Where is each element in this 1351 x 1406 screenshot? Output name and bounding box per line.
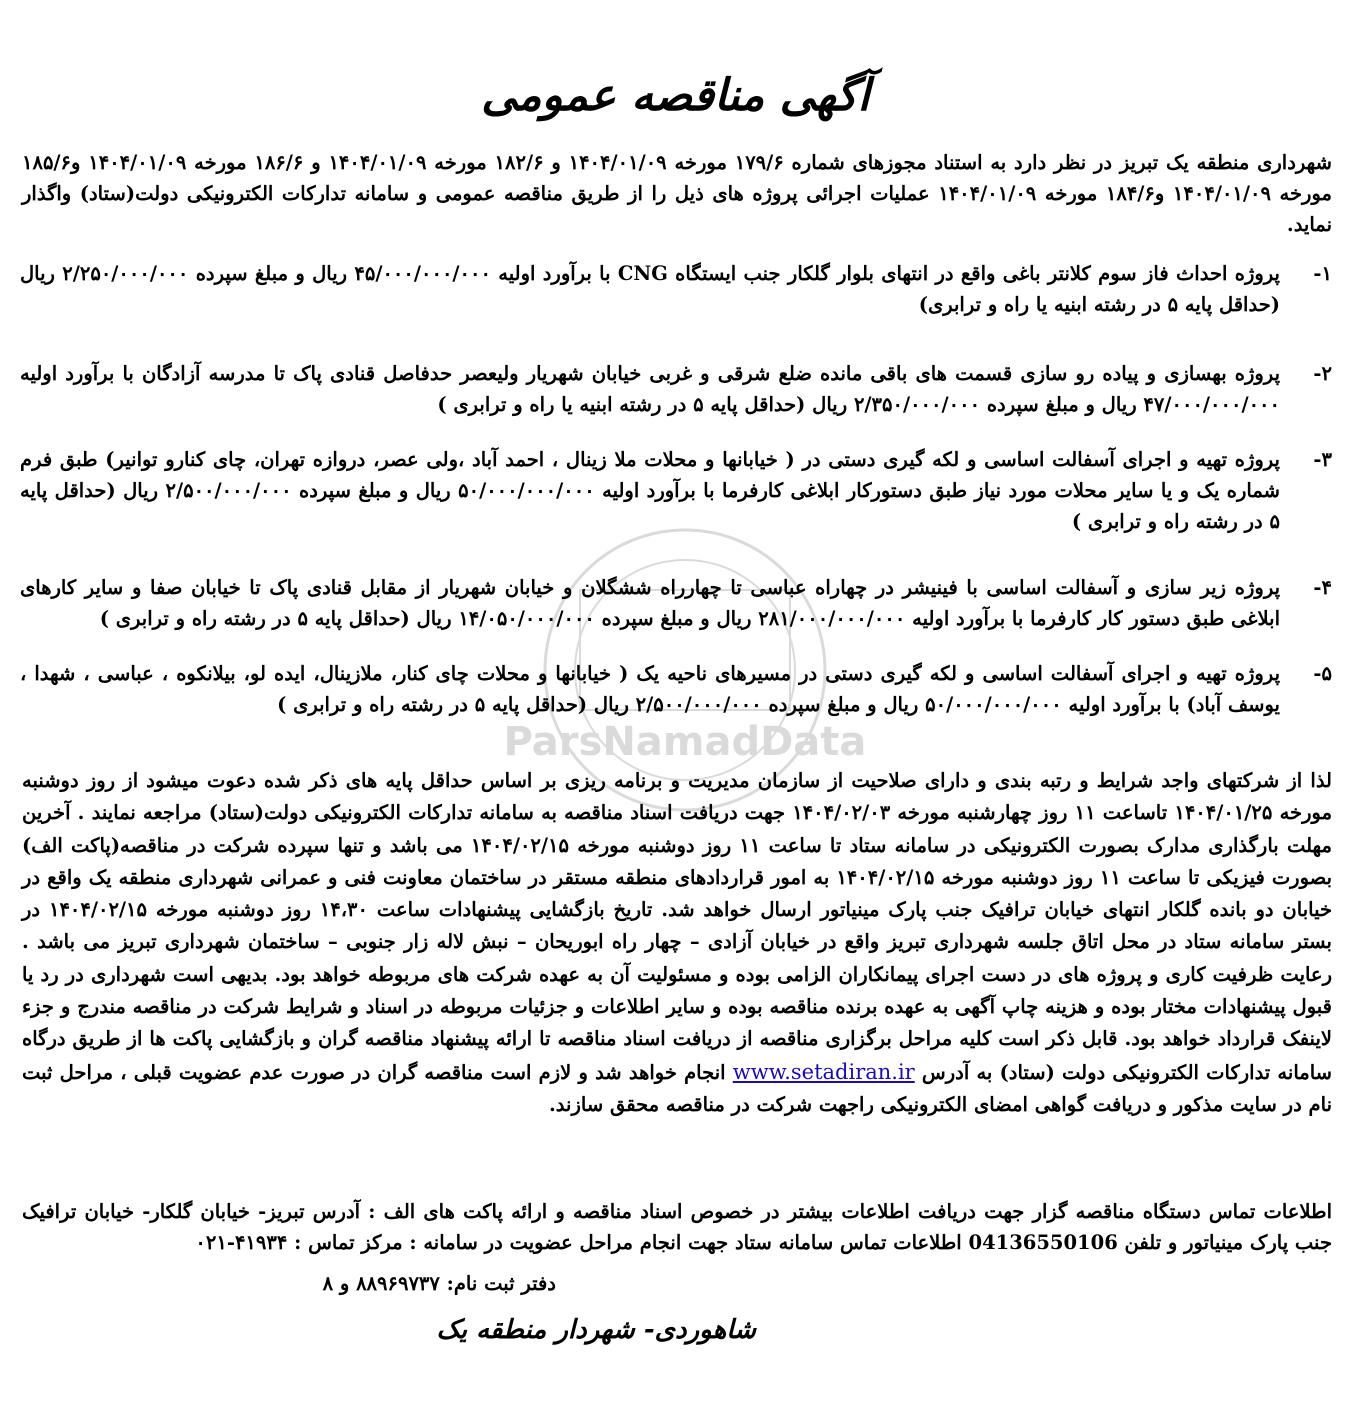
- project-description: پروژه تهیه و اجرای آسفالت اساسی و لکه گیری دستی در ( خیابانها و محلات ملا زینال ، احمد آباد ،ولی عصر، دروازه تهران، چای کنارو توانیر) طبق فرم شماره یک و یا سایر محلات مورد نیاز طبق دستورکار ابلاغی کارفرما با برآورد اولیه ۵۰/۰۰۰/۰۰۰/۰۰۰ ریال و مبلغ سپرده ۲/۵۰۰/۰۰۰/۰۰۰ ریال (حداقل پایه ۵ در رشته راه و ترابری ): [20, 448, 1280, 533]
- project-description: پروژه زیر سازی و آسفالت اساسی با فینیشر در چهاراه عباسی تا چهارراه ششگلان و خیابان شهریار از مقابل قنادی پاک تا خیابان صفا و سایر کارهای ابلاغی طبق دستور کار کارفرما با برآورد اولیه ۲۸۱/۰۰۰/۰۰۰/۰۰۰ ریال و مبلغ سپرده ۱۴/۰۵۰/۰۰۰/۰۰۰ ریال (حداقل پایه ۵ در رشته راه و ترابری ): [20, 576, 1280, 630]
- project-number: ۴-: [1313, 576, 1332, 599]
- registration-office: دفتر ثبت نام: ۸۸۹۶۹۷۳۷ و ۸: [322, 1272, 556, 1295]
- intro-paragraph: شهرداری منطقه یک تبریز در نظر دارد به استناد مجوزهای شماره ۱۷۹/۶ مورخه ۱۴۰۴/۰۱/۰۹ و ۱۸۲/۶ مورخه ۱۴۰۴/۰۱/۰۹ و ۱۸۶/۶ مورخه ۱۴۰۴/۰۱/۰۹ و۱۸۵/۶ مورخه ۱۴۰۴/۰۱/۰۹ و۱۸۴/۶ مورخه ۱۴۰۴/۰۱/۰۹ عملیات اجرائی پروژه های ذیل را از طریق مناقصه عمومی و سامانه تدارکات الکترونیکی دولت(ستاد) واگذار نماید.: [22, 151, 1332, 236]
- invitation-paragraph: [22, 765, 1332, 1121]
- project-item: [20, 658, 1332, 720]
- project-item: [20, 258, 1332, 320]
- project-item: [20, 572, 1332, 634]
- project-number: ۳-: [1313, 448, 1332, 471]
- setadiran-link[interactable]: www.setadiran.ir: [732, 1059, 915, 1084]
- watermark-text: ParsNamadData: [503, 719, 867, 765]
- project-number: ۲-: [1313, 362, 1332, 385]
- page-title: آگهی مناقصه عمومی: [481, 70, 870, 121]
- project-item: [20, 444, 1332, 537]
- invitation-text-part3: انجام خواهد شد و لازم است مناقصه گران در صورت عدم عضویت قبلی ، مراحل ثبت نام در سایت مذکور و دریافت گواهی امضای الکترونیکی راجهت شرکت در مناقصه محقق سازند.: [22, 1060, 1332, 1116]
- project-description: پروژه تهیه و اجرای آسفالت اساسی و لکه گیری دستی در مسیرهای ناحیه یک ( خیابانها و محلات چای کنار، ملازینال، ایده لو، بیلانکوه ، عباسی ، شهدا ، یوسف آباد) با برآورد اولیه ۵۰/۰۰۰/۰۰۰/۰۰۰ ریال و مبلغ سپرده ۲/۵۰۰/۰۰۰/۰۰۰ ریال (حداقل پایه ۵ در رشته راه و ترابری ): [20, 662, 1280, 716]
- project-description: پروژه بهسازی و پیاده رو سازی قسمت های باقی مانده ضلع شرقی و غربی خیابان شهریار ولیعصر حدفاصل قنادی پاک تا مدرسه آزادگان با برآورد اولیه ۴۷/۰۰۰/۰۰۰/۰۰۰ ریال و مبلغ سپرده ۲/۳۵۰/۰۰۰/۰۰۰ ریال (حداقل پایه ۵ در رشته ابنیه یا راه و ترابری ): [20, 362, 1280, 416]
- project-number: ۵-: [1313, 662, 1332, 685]
- project-number: ۱-: [1313, 262, 1332, 285]
- setad-portal-name: سامانه تدارکات الکترونیکی دولت(ستاد): [208, 801, 534, 825]
- invitation-text-part1: لذا از شرکتهای واجد شرایط و رتبه بندی و دارای صلاحیت از سازمان مدیریت و برنامه ریزی بر اساس حداقل پایه های ذکر شده دعوت میشود از روز دوشنبه مورخه ۱۴۰۴/۰۱/۲۵ تاساعت ۱۱ روز چهارشنبه مورخه ۱۴۰۴/۰۲/۰۳ جهت دریافت اسناد مناقصه به: [22, 769, 1333, 825]
- project-item: [20, 358, 1332, 420]
- invitation-text-part2: مراجعه نمایند . آخرین مهلت بارگذاری مدارک بصورت الکترونیکی در سامانه ستاد تا ساعت ۱۱ روز دوشنبه مورخه ۱۴۰۴/۰۲/۱۵ می باشد و تنها سپرده شرکت در مناقصه(پاکت الف) بصورت فیزیکی تا ساعت ۱۱ روز دوشنبه مورخه ۱۴۰۴/۰۲/۱۵ به امور قراردادهای منطقه مستقر در ساختمان معاونت فنی و عمرانی شهرداری منطقه یک واقع در خیابان دو بانده گلکار انتهای خیابان ترافیک جنب پارک مینیاتور ارسال خواهد شد. تاریخ بازگشایی پیشنهادات ساعت ۱۴،۳۰ روز دوشنبه مورخه ۱۴۰۴/۰۲/۱۵ در بستر سامانه ستاد در محل اتاق جلسه شهرداری تبریز واقع در خیابان آزادی – چهار راه ابوریحان – نبش لاله زار جنوبی – ساختمان شهرداری تبریز می باشد . رعایت ظرفیت کاری و پروژه های در دست اجرای پیمانکاران الزامی بوده و مسئولیت آن به عهده شرکت های مربوطه خواهد بود. بدیهی است شهرداری در رد یا قبول پیشنهادات مختار بوده و هزینه چاپ آگهی به عهده برنده مناقصه بوده و سایر اطلاعات و جزئیات مربوطه در اسناد و شرایط شرکت در مناقصه مندرج و جزء لاینفک قرارداد خواهد بود. قابل ذکر است کلیه مراحل برگزاری مناقصه از دریافت اسناد مناقصه تا ارائه پیشنهاد مناقصه گران و بازگشایی پاکت ها از طریق درگاه سامانه تدارکات الکترونیکی دولت (ستاد) به آدرس: [22, 801, 1333, 1084]
- contact-paragraph: اطلاعات تماس دستگاه مناقصه گزار جهت دریافت اطلاعات بیشتر در خصوص اسناد مناقصه و ارائه پاکت های الف : آدرس تبریز- خیابان گلکار- خیابان ترافیک جنب پارک مینیاتور و تلفن 04136550106 اطلاعات تماس سامانه ستاد جهت انجام مراحل عضویت در سامانه : مرکز تماس : ۴۱۹۳۴-۰۲۱: [22, 1200, 1332, 1254]
- project-description: پروژه احداث فاز سوم کلانتر باغی واقع در انتهای بلوار گلکار جنب ایستگاه CNG با برآورد اولیه ۴۵/۰۰۰/۰۰۰/۰۰۰ ریال و مبلغ سپرده ۲/۲۵۰/۰۰۰/۰۰۰ ریال (حداقل پایه ۵ در رشته ابنیه یا راه و ترابری): [20, 262, 1280, 316]
- mayor-signature: شاهوردی- شهردار منطقه یک: [436, 1315, 756, 1345]
